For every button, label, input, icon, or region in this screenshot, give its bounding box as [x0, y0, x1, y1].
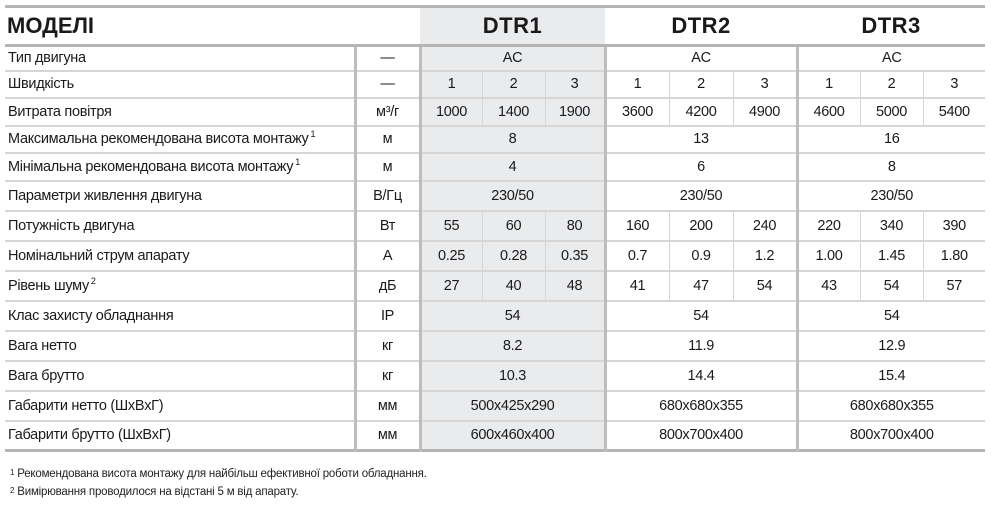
value-cell-dtr3: 230/50: [797, 181, 985, 211]
value-cell-dtr1: 230/50: [420, 181, 605, 211]
value-cell-dtr3: 680x680x355: [797, 391, 985, 421]
value-cell-dtr3-speed-3: 3: [923, 71, 985, 98]
value-cell-dtr2: 680x680x355: [605, 391, 797, 421]
row-unit: —: [355, 46, 420, 71]
value-cell-dtr2-speed-1: 41: [605, 271, 669, 301]
row-label-text: Швидкість: [8, 76, 74, 92]
value-cell-dtr1-speed-1: 27: [420, 271, 482, 301]
row-label-text: Тип двигуна: [8, 50, 86, 67]
table-row: [5, 181, 985, 211]
value-cell-dtr2-speed-1: 3600: [605, 98, 669, 126]
row-label: [5, 211, 355, 241]
footnote-text: Вимірювання проводилося на відстані 5 м від апарату.: [17, 486, 299, 498]
value-cell-dtr1: 500x425x290: [420, 391, 605, 421]
table-title: МОДЕЛІ: [5, 7, 420, 46]
row-label: [5, 361, 355, 391]
value-cell-dtr2: 14.4: [605, 361, 797, 391]
row-unit: дБ: [355, 271, 420, 301]
value-cell-dtr3: 15.4: [797, 361, 985, 391]
table-row: [5, 98, 985, 126]
value-cell-dtr1-speed-1: 0.25: [420, 241, 482, 271]
footnote-2: [10, 483, 427, 501]
row-unit: IP: [355, 301, 420, 331]
value-cell-dtr3-speed-1: 1.00: [797, 241, 860, 271]
value-cell-dtr3-speed-1: 4600: [797, 98, 860, 126]
value-cell-dtr2: 800x700x400: [605, 421, 797, 451]
row-unit: м³/г: [355, 98, 420, 126]
value-cell-dtr3: AC: [797, 46, 985, 71]
value-cell-dtr1: 54: [420, 301, 605, 331]
value-cell-dtr2-speed-3: 54: [733, 271, 797, 301]
value-cell-dtr2: 6: [605, 153, 797, 181]
value-cell-dtr3-speed-2: 5000: [860, 98, 923, 126]
row-label-text: Габарити брутто (ШxВxГ): [8, 427, 171, 444]
row-unit: кг: [355, 361, 420, 391]
value-cell-dtr1-speed-2: 40: [482, 271, 545, 301]
row-label: [5, 301, 355, 331]
row-unit: мм: [355, 421, 420, 451]
row-label: [5, 391, 355, 421]
row-label-text: Максимальна рекомендована висота монтажу: [8, 131, 309, 147]
value-cell-dtr3: 800x700x400: [849, 427, 934, 444]
value-cell-dtr1-speed-3: 48: [545, 271, 605, 301]
value-cell-dtr3-speed-2: 2: [860, 71, 923, 98]
table-row: [5, 153, 985, 181]
value-cell-dtr2-speed-2: 2: [669, 71, 733, 98]
value-cell-dtr2-speed-2: 47: [669, 271, 733, 301]
row-label: [5, 421, 355, 451]
value-cell-dtr1-speed-2: 60: [482, 211, 545, 241]
row-unit: Вт: [355, 211, 420, 241]
row-label-text: Рівень шуму: [8, 277, 89, 294]
footnote-text: Рекомендована висота монтажу для найбільш ефективної роботи обладнання.: [17, 468, 427, 480]
footnote-mark: 2: [10, 486, 15, 495]
row-label: [5, 153, 355, 181]
value-cell-dtr3-speed-2: 1.45: [860, 241, 923, 271]
row-label-text: Номінальний струм апарату: [8, 247, 190, 264]
table-row: [5, 271, 985, 301]
row-label: [5, 181, 355, 211]
footnote-1: [10, 465, 427, 483]
row-label-text: Вага брутто: [8, 367, 85, 384]
value-cell-dtr1: 600x460x400: [420, 421, 605, 451]
table-row: [5, 361, 985, 391]
value-cell-dtr1-speed-3: 80: [545, 211, 605, 241]
value-cell-dtr1-speed-3: 0.35: [545, 241, 605, 271]
value-cell-dtr2-speed-2: 4200: [669, 98, 733, 126]
footnote-ref: 1: [310, 129, 316, 139]
value-cell-dtr3-speed-1: 43: [797, 271, 860, 301]
row-unit: кг: [355, 331, 420, 361]
value-cell-dtr3-speed-3: 390: [923, 211, 985, 241]
table-row: [5, 301, 985, 331]
row-label: [5, 126, 355, 153]
value-cell-dtr1: 8: [420, 126, 605, 153]
value-cell-dtr1: 8.2: [420, 331, 605, 361]
table-row: [5, 211, 985, 241]
table-row: [5, 241, 985, 271]
value-cell-dtr1-speed-1: 1000: [420, 98, 482, 126]
footnote-ref: 2: [90, 275, 96, 286]
row-label: [5, 271, 355, 301]
value-cell-dtr1-speed-2: 2: [482, 71, 545, 98]
value-cell-dtr3-speed-1: 220: [797, 211, 860, 241]
row-label-text: Мінімальна рекомендована висота монтажу: [8, 158, 294, 175]
value-cell-dtr2: 230/50: [605, 181, 797, 211]
value-cell-dtr1: 4: [420, 153, 605, 181]
value-cell-dtr2-speed-3: 1.2: [733, 241, 797, 271]
row-label: [5, 241, 355, 271]
value-cell-dtr2-speed-3: 3: [733, 71, 797, 98]
value-cell-dtr3: 12.9: [797, 331, 985, 361]
value-cell-dtr2-speed-1: 1: [605, 71, 669, 98]
value-cell-dtr3-speed-3: 57: [923, 271, 985, 301]
row-unit: мм: [355, 391, 420, 421]
value-cell-dtr3-speed-2: 340: [860, 211, 923, 241]
value-cell-dtr2: 11.9: [605, 331, 797, 361]
value-cell-dtr1: 10.3: [420, 361, 605, 391]
value-cell-dtr2: 54: [605, 301, 797, 331]
model-header-dtr1: DTR1: [420, 7, 605, 46]
row-label-text: Габарити нетто (ШxВxГ): [8, 397, 164, 414]
value-cell-dtr3: 8: [797, 153, 985, 181]
table-body: [5, 46, 985, 451]
value-cell-dtr3-speed-1: 1: [797, 71, 860, 98]
value-cell-dtr2: AC: [605, 46, 797, 71]
row-label: [5, 71, 355, 98]
row-unit: —: [355, 71, 420, 98]
value-cell-dtr1-speed-2: 0.28: [482, 241, 545, 271]
value-cell-dtr3-speed-3: 1.80: [923, 241, 985, 271]
value-cell-dtr1-speed-2: 1400: [482, 98, 545, 126]
value-cell-dtr1-speed-1: 55: [420, 211, 482, 241]
value-cell-dtr1-speed-3: 3: [545, 71, 605, 98]
header-row: [5, 7, 985, 46]
row-label: [5, 46, 355, 71]
model-header-dtr3: DTR3: [797, 7, 985, 46]
model-header-dtr2: DTR2: [605, 7, 797, 46]
value-cell-dtr2: 13: [605, 126, 797, 153]
row-unit: м: [355, 126, 420, 153]
value-cell-dtr2-speed-1: 160: [605, 211, 669, 241]
row-unit: м: [355, 153, 420, 181]
table-row: [5, 126, 985, 153]
value-cell-dtr2-speed-3: 4900: [733, 98, 797, 126]
table-row: [5, 71, 985, 98]
table-row: [5, 331, 985, 361]
value-cell-dtr3: 54: [797, 301, 985, 331]
value-cell-dtr3-speed-3: 5400: [923, 98, 985, 126]
footnotes: [10, 465, 427, 501]
value-cell-dtr1-speed-1: 1: [420, 71, 482, 98]
row-label-text: Вага нетто: [8, 337, 77, 354]
value-cell-dtr3: 16: [797, 126, 985, 153]
row-label-text: Потужність двигуна: [8, 217, 135, 234]
footnote-mark: 1: [10, 468, 15, 477]
specifications-table: [5, 5, 985, 452]
footnote-ref: 1: [295, 156, 300, 167]
value-cell-dtr2-speed-3: 240: [733, 211, 797, 241]
value-cell-dtr2-speed-1: 0.7: [605, 241, 669, 271]
table-row: [5, 46, 985, 71]
row-label-text: Витрата повітря: [8, 103, 112, 120]
value-cell-dtr2-speed-2: 0.9: [669, 241, 733, 271]
row-unit: В/Гц: [355, 181, 420, 211]
value-cell-dtr1: AC: [420, 46, 605, 71]
table-row: [5, 391, 985, 421]
row-label-text: Параметри живлення двигуна: [8, 187, 202, 204]
value-cell-dtr2-speed-2: 200: [669, 211, 733, 241]
row-label: [5, 98, 355, 126]
value-cell-dtr1-speed-3: 1900: [545, 98, 605, 126]
row-unit: А: [355, 241, 420, 271]
row-label: [5, 331, 355, 361]
row-label-text: Клас захисту обладнання: [8, 307, 174, 324]
table-row: [5, 421, 985, 451]
value-cell-dtr3-speed-2: 54: [860, 271, 923, 301]
